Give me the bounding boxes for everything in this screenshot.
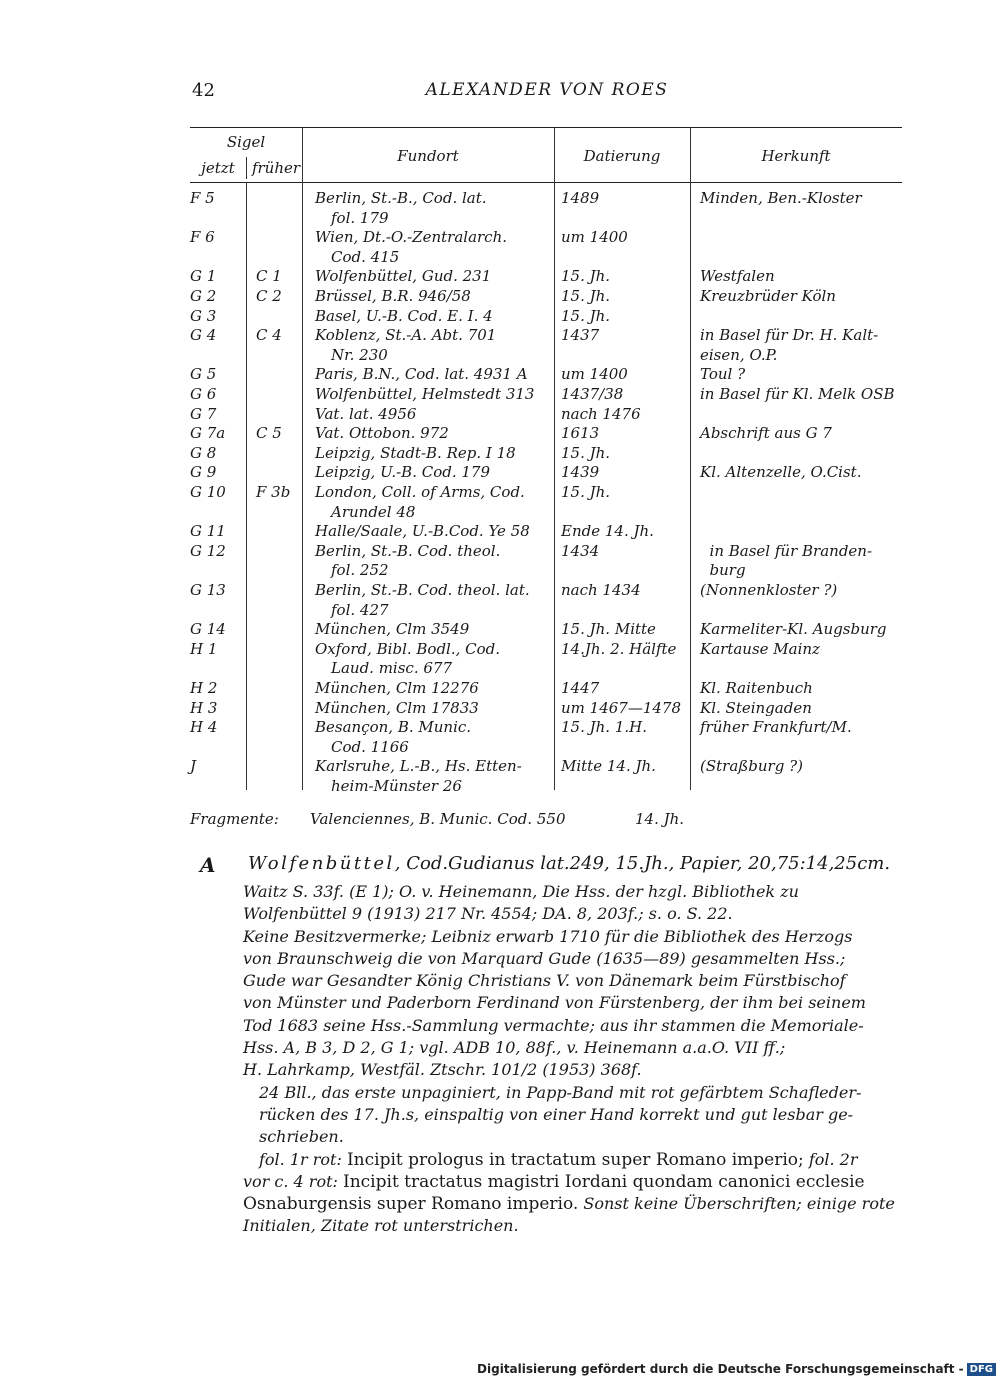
cell-datierung-line: 15. Jh.: [561, 287, 611, 305]
cell-datierung-line: 1437/38: [561, 385, 624, 403]
cell-fundort: [315, 405, 555, 425]
cell-herkunft-line: Minden, Ben.-Kloster: [700, 189, 862, 207]
table-row: [190, 444, 902, 464]
cell-datierung-line: Mitte 14. Jh.: [561, 757, 656, 776]
cell-herkunft-line: (Straßburg ?): [700, 757, 803, 776]
cell-sigel-jetzt: G 11: [190, 522, 226, 541]
table-row: [190, 718, 902, 757]
cell-sigel-jetzt: H 3: [190, 698, 218, 717]
fragmente-fundort: Valenciennes, B. Munic. Cod. 550: [310, 810, 566, 828]
cell-fundort-line: London, Coll. of Arms, Cod.: [315, 483, 525, 501]
cell-fundort: [315, 522, 555, 542]
text-line: Tod 1683 seine Hss.-Sammlung vermachte; aus ihr stammen die Memoriale-: [243, 1015, 864, 1035]
cell-datierung: [561, 189, 691, 209]
cell-datierung: [561, 444, 691, 464]
table-row: [190, 189, 902, 228]
text-line: von Münster und Paderborn Ferdinand von Fürstenberg, der ihm bei seinem: [243, 993, 866, 1013]
cell-datierung: [561, 326, 691, 346]
cell-fundort-line: fol. 179: [331, 208, 389, 227]
rubric-note-cont: Initialen, Zitate rot unterstrichen.: [243, 1216, 519, 1236]
cell-sigel-jetzt: G 12: [190, 541, 226, 560]
text-line: Waitz S. 33f. (E 1); O. v. Heinemann, Die Hss. der hzgl. Bibliothek zu: [243, 882, 799, 901]
dfg-logo: DFG: [967, 1363, 996, 1376]
text-line: von Braunschweig die von Marquard Gude (1635—89) gesammelten Hss.;: [243, 948, 846, 968]
cell-herkunft: [700, 699, 905, 719]
cell-sigel-jetzt: G 14: [190, 620, 226, 639]
cell-datierung-line: 15. Jh. 1.H.: [561, 718, 647, 737]
cell-sigel-jetzt: H 2: [190, 679, 218, 697]
cell-fundort: [315, 581, 555, 620]
cell-datierung: [561, 307, 691, 327]
rubric-fol1-text: Incipit prologus in tractatum super Romano imperio;: [346, 1149, 804, 1170]
cell-fundort-line: Wolfenbüttel, Gud. 231: [315, 267, 492, 286]
cell-fundort-line: Arundel 48: [331, 502, 416, 521]
cell-datierung-line: um 1400: [561, 228, 628, 247]
table-row: [190, 640, 902, 679]
table-header-rule: [190, 182, 902, 183]
cell-herkunft: [700, 757, 905, 777]
cell-datierung: [561, 718, 691, 738]
cell-fundort-line: München, Clm 17833: [315, 698, 479, 717]
cell-fundort-line: München, Clm 12276: [315, 679, 479, 697]
cell-herkunft: [700, 620, 905, 640]
cell-fundort: [315, 699, 555, 719]
cell-datierung: [561, 424, 691, 444]
cell-herkunft: [700, 326, 905, 365]
cell-datierung: [561, 640, 691, 660]
paragraph-physical: [243, 1082, 903, 1149]
entry-title: [248, 853, 890, 874]
page-header: [192, 80, 902, 106]
cell-sigel-jetzt: G 10: [190, 483, 226, 501]
cell-sigel-frueher: C 4: [256, 326, 282, 345]
cell-sigel-frueher: C 5: [256, 424, 282, 443]
cell-datierung: [561, 463, 691, 483]
text-line: rücken des 17. Jh.s, einspaltig von einer Hand korrekt und gut lesbar ge-: [259, 1104, 854, 1124]
cell-datierung-line: um 1467—1478: [561, 698, 681, 717]
cell-datierung: [561, 679, 691, 699]
cell-herkunft: [700, 365, 905, 385]
table-row: [190, 463, 902, 483]
cell-fundort-line: Wien, Dt.-O.-Zentralarch.: [315, 228, 508, 247]
text-line: 24 Bll., das erste unpaginiert, in Papp-Band mit rot gefärbtem Schafleder-: [259, 1082, 862, 1102]
page-number: 42: [192, 80, 215, 101]
cell-datierung-line: 15. Jh. Mitte: [561, 620, 656, 639]
cell-sigel-jetzt: F 6: [190, 228, 215, 247]
rubric-c4-text-cont: Osnaburgensis super Romano imperio.: [243, 1194, 579, 1215]
cell-fundort-line: Koblenz, St.-A. Abt. 701: [315, 326, 497, 345]
table-row: [190, 307, 902, 327]
cell-fundort: [315, 326, 555, 365]
cell-fundort: [315, 718, 555, 757]
cell-datierung-line: 15. Jh.: [561, 306, 611, 325]
cell-sigel-jetzt: G 5: [190, 365, 217, 384]
cell-datierung-line: 14.Jh. 2. Hälfte: [561, 639, 677, 658]
table-row: [190, 483, 902, 522]
rubric-note: Sonst keine Überschriften; einige rote: [583, 1194, 895, 1214]
cell-herkunft: [700, 267, 905, 287]
table-row: [190, 287, 902, 307]
cell-fundort-line: Cod. 415: [331, 247, 400, 266]
cell-herkunft-line: burg: [700, 561, 746, 580]
cell-fundort: [315, 267, 555, 287]
table-row: [190, 542, 902, 581]
cell-datierung: [561, 267, 691, 287]
cell-datierung-line: 15. Jh.: [561, 267, 611, 286]
text-line: schrieben.: [259, 1127, 344, 1147]
cell-herkunft: [700, 640, 905, 660]
table-row: [190, 581, 902, 620]
cell-datierung: [561, 228, 691, 248]
cell-datierung: [561, 522, 691, 542]
text-line: Hss. A, B 3, D 2, G 1; vgl. ADB 10, 88f., v. Heinemann a.a.O. VII ff.;: [243, 1038, 786, 1058]
cell-sigel-jetzt: H 1: [190, 639, 218, 658]
cell-fundort-line: Oxford, Bibl. Bodl., Cod.: [315, 639, 501, 658]
cell-datierung: [561, 405, 691, 425]
digitization-footer: [477, 1362, 996, 1376]
cell-fundort: [315, 424, 555, 444]
cell-herkunft: [700, 385, 905, 405]
cell-fundort-line: fol. 252: [331, 561, 389, 580]
rubric-fol2-label: fol. 2r: [808, 1149, 858, 1169]
cell-datierung-line: nach 1476: [561, 404, 641, 423]
cell-sigel-jetzt: F 5: [190, 189, 215, 207]
cell-datierung-line: nach 1434: [561, 581, 641, 599]
cell-fundort: [315, 287, 555, 307]
cell-fundort-line: Paris, B.N., Cod. lat. 4931 A: [315, 365, 528, 384]
cell-herkunft-line: in Basel für Kl. Melk OSB: [700, 385, 895, 403]
cell-fundort-line: Brüssel, B.R. 946/58: [315, 287, 471, 305]
cell-fundort-line: Nr. 230: [331, 345, 388, 364]
cell-herkunft-line: Kl. Altenzelle, O.Cist.: [700, 463, 862, 482]
cell-datierung-line: 15. Jh.: [561, 443, 611, 462]
table-top-rule: [190, 127, 902, 128]
cell-herkunft-line: Karmeliter-Kl. Augsburg: [700, 620, 887, 639]
cell-sigel-jetzt: G 8: [190, 443, 217, 462]
cell-datierung-line: 1439: [561, 463, 600, 482]
cell-fundort-line: Laud. misc. 677: [331, 659, 452, 678]
cell-sigel-jetzt: J: [190, 757, 197, 776]
cell-datierung: [561, 757, 691, 777]
cell-herkunft: [700, 542, 905, 581]
cell-herkunft: [700, 463, 905, 483]
cell-herkunft: [700, 287, 905, 307]
fragmente-label: Fragmente:: [190, 810, 279, 828]
cell-fundort-line: Leipzig, U.-B. Cod. 179: [315, 463, 491, 482]
cell-datierung: [561, 287, 691, 307]
cell-fundort-line: Cod. 1166: [331, 737, 409, 756]
cell-fundort: [315, 542, 555, 581]
cell-sigel-jetzt: G 4: [190, 326, 217, 345]
cell-sigel-jetzt: G 7: [190, 404, 217, 423]
cell-sigel-frueher: C 2: [256, 287, 282, 305]
cell-fundort-line: Besançon, B. Munic.: [315, 718, 472, 737]
cell-datierung-line: 15. Jh.: [561, 483, 611, 501]
cell-datierung-line: 1613: [561, 424, 600, 443]
text-line: Wolfenbüttel 9 (1913) 217 Nr. 4554; DA. 8, 203f.; s. o. S. 22.: [243, 904, 733, 924]
cell-fundort: [315, 463, 555, 483]
cell-fundort: [315, 620, 555, 640]
cell-sigel-jetzt: G 2: [190, 287, 217, 305]
cell-fundort: [315, 385, 555, 405]
entry-place: Wolfenbüttel: [248, 853, 395, 874]
cell-herkunft-line: (Nonnenkloster ?): [700, 581, 838, 599]
cell-fundort-line: Berlin, St.-B. Cod. theol. lat.: [315, 581, 530, 599]
table-row: [190, 757, 902, 796]
header-datierung: Datierung: [583, 147, 661, 165]
cell-datierung: [561, 365, 691, 385]
cell-fundort-line: heim-Münster 26: [331, 776, 462, 795]
header-frueher: früher: [251, 159, 301, 177]
table-row: [190, 679, 902, 699]
cell-fundort-line: fol. 427: [331, 600, 389, 619]
cell-fundort-line: Wolfenbüttel, Helmstedt 313: [315, 385, 535, 403]
table-row: [190, 699, 902, 719]
cell-herkunft-line: früher Frankfurt/M.: [700, 718, 852, 737]
paragraph-rubrics: [243, 1149, 903, 1238]
text-line: Keine Besitzvermerke; Leibniz erwarb 1710 für die Bibliothek des Herzogs: [243, 926, 853, 946]
cell-fundort: [315, 365, 555, 385]
text-line: H. Lahrkamp, Westfäl. Ztschr. 101/2 (1953) 368f.: [243, 1060, 642, 1080]
cell-fundort: [315, 444, 555, 464]
cell-fundort-line: Vat. Ottobon. 972: [315, 424, 449, 443]
cell-sigel-jetzt: G 6: [190, 385, 217, 403]
cell-datierung-line: 1437: [561, 326, 600, 345]
entry-description: [243, 881, 903, 1238]
cell-fundort: [315, 679, 555, 699]
cell-herkunft: [700, 718, 905, 738]
table-row: [190, 228, 902, 267]
cell-datierung-line: 1447: [561, 679, 600, 697]
cell-datierung: [561, 542, 691, 562]
entry-siglum: A: [200, 853, 216, 877]
table-row: [190, 267, 902, 287]
cell-fundort-line: Halle/Saale, U.-B.Cod. Ye 58: [315, 522, 530, 541]
header-jetzt: jetzt: [201, 159, 235, 177]
cell-datierung: [561, 699, 691, 719]
header-herkunft: Herkunft: [761, 147, 831, 165]
table-row: [190, 424, 902, 444]
cell-sigel-frueher: F 3b: [256, 483, 291, 501]
cell-fundort: [315, 640, 555, 679]
table-row: [190, 522, 902, 542]
cell-datierung: [561, 483, 691, 503]
cell-herkunft: [700, 189, 905, 209]
cell-sigel-jetzt: G 3: [190, 306, 217, 325]
cell-fundort: [315, 228, 555, 267]
cell-herkunft-line: Kl. Raitenbuch: [700, 679, 813, 697]
cell-herkunft-line: Kreuzbrüder Köln: [700, 287, 836, 305]
table-row: [190, 326, 902, 365]
cell-fundort: [315, 483, 555, 522]
table-row: [190, 385, 902, 405]
rubric-fol1-label: fol. 1r rot:: [259, 1149, 342, 1169]
cell-fundort-line: Basel, U.-B. Cod. E. I. 4: [315, 306, 493, 325]
table-row: [190, 365, 902, 385]
header-sigel: Sigel: [226, 133, 266, 151]
cell-fundort-line: München, Clm 3549: [315, 620, 470, 639]
cell-datierung: [561, 620, 691, 640]
cell-sigel-jetzt: G 1: [190, 267, 217, 286]
cell-fundort: [315, 757, 555, 796]
rubric-c4-text: Incipit tractatus magistri Iordani quondam canonici ecclesie: [343, 1171, 865, 1192]
header-fundort: Fundort: [397, 147, 459, 165]
cell-datierung-line: Ende 14. Jh.: [561, 522, 654, 541]
cell-herkunft-line: in Basel für Dr. H. Kalt-: [700, 326, 879, 345]
cell-datierung-line: 1489: [561, 189, 600, 207]
cell-herkunft: [700, 581, 905, 601]
header-divider: [246, 157, 247, 179]
entry-title-rest: , Cod.Gudianus lat.249, 15.Jh., Papier, 20,75:14,25cm.: [394, 853, 891, 874]
cell-sigel-frueher: C 1: [256, 267, 282, 286]
cell-herkunft-line: Toul ?: [700, 365, 746, 384]
text-line: Gude war Gesandter König Christians V. von Dänemark beim Fürstbischof: [243, 971, 846, 991]
footer-credit: Digitalisierung gefördert durch die Deutsche Forschungsgemeinschaft -: [477, 1362, 964, 1376]
cell-herkunft-line: Westfalen: [700, 267, 775, 286]
cell-datierung: [561, 581, 691, 601]
cell-fundort-line: Berlin, St.-B. Cod. theol.: [315, 541, 501, 560]
cell-datierung: [561, 385, 691, 405]
cell-datierung-line: 1434: [561, 541, 600, 560]
rubric-c4-label: vor c. 4 rot:: [243, 1171, 338, 1191]
cell-herkunft: [700, 679, 905, 699]
cell-fundort-line: Karlsruhe, L.-B., Hs. Etten-: [315, 757, 522, 776]
cell-herkunft-line: Kl. Steingaden: [700, 698, 812, 717]
table-row: [190, 405, 902, 425]
cell-fundort-line: Vat. lat. 4956: [315, 404, 417, 423]
cell-herkunft-line: Abschrift aus G 7: [700, 424, 832, 443]
cell-herkunft-line: Kartause Mainz: [700, 639, 820, 658]
cell-sigel-jetzt: H 4: [190, 718, 218, 737]
cell-sigel-jetzt: G 7a: [190, 424, 226, 443]
cell-sigel-jetzt: G 9: [190, 463, 217, 482]
cell-datierung-line: um 1400: [561, 365, 628, 384]
running-head: ALEXANDER VON ROES: [425, 80, 669, 100]
cell-herkunft-line: eisen, O.P.: [700, 345, 778, 364]
cell-sigel-jetzt: G 13: [190, 581, 226, 599]
cell-herkunft: [700, 424, 905, 444]
cell-fundort-line: Berlin, St.-B., Cod. lat.: [315, 189, 487, 207]
table-row: [190, 620, 902, 640]
cell-fundort-line: Leipzig, Stadt-B. Rep. I 18: [315, 443, 516, 462]
paragraph-literature: [243, 881, 903, 1082]
cell-herkunft-line: in Basel für Branden-: [700, 541, 873, 560]
cell-fundort: [315, 189, 555, 228]
fragmente-datierung: 14. Jh.: [635, 810, 685, 828]
cell-fundort: [315, 307, 555, 327]
